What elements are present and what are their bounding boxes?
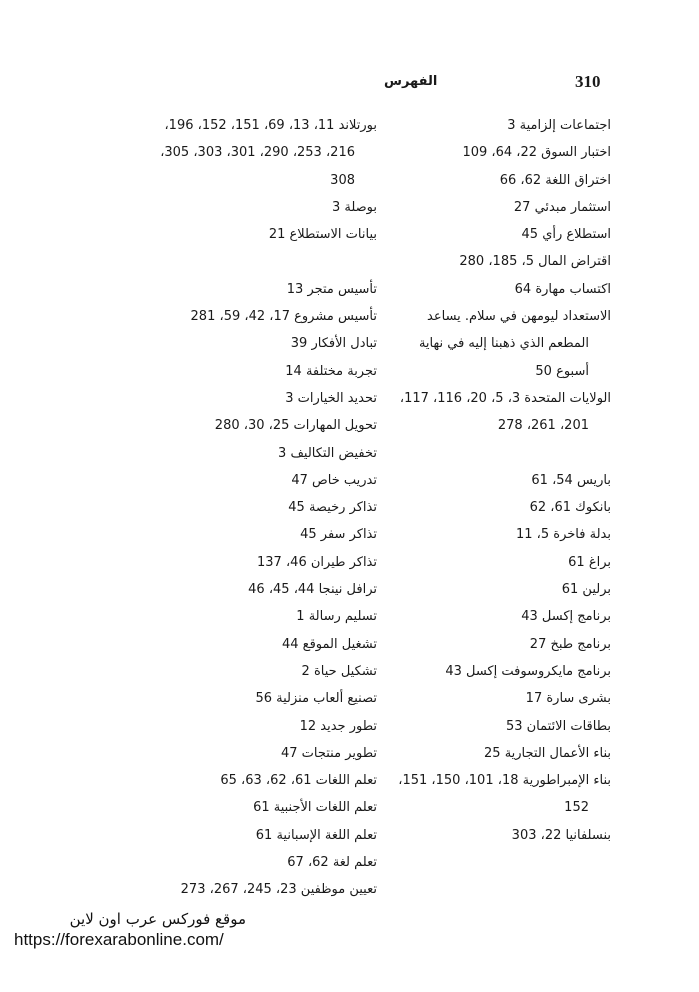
index-entry: براغ 61 xyxy=(568,554,611,570)
index-spacer xyxy=(167,248,377,275)
index-entry: تطور جديد 12 xyxy=(299,718,377,734)
index-entry: تعلم اللغات الأجنبية 61 xyxy=(253,800,377,816)
index-entry: تشكيل حياة 2 xyxy=(301,663,377,679)
index-spacer xyxy=(375,440,611,467)
index-entry: استطلاع رأي 45 xyxy=(521,227,611,243)
running-head: الفهرس xyxy=(384,74,438,89)
index-entry: تذاكر طيران 46، 137 xyxy=(257,554,377,570)
index-entry: تعيين موظفين 23، 245، 267، 273 xyxy=(180,882,377,898)
index-entry: برنامج إكسل 43 xyxy=(521,609,611,625)
index-entry: بناء الإمبراطورية 18، 101، 150، 151، xyxy=(398,773,611,789)
index-entry-continuation: 216، 253، 290، 301، 303، 305، xyxy=(160,145,355,161)
index-entry: استثمار مبدئي 27 xyxy=(513,199,611,215)
index-entry: بنسلفانيا 22، 303 xyxy=(511,827,611,843)
index-entry: اختراق اللغة 62، 66 xyxy=(499,172,611,188)
index-column-right xyxy=(375,112,611,849)
index-entry-continuation: 308 xyxy=(330,172,355,188)
index-column-left xyxy=(160,112,377,904)
index-entry: برنامج طبخ 27 xyxy=(529,636,611,652)
index-entry: بورتلاند 11، 13، 69، 151، 152، 196، xyxy=(164,118,377,133)
index-entry: بيانات الاستطلاع 21 xyxy=(268,227,377,243)
index-entry: برلين 61 xyxy=(561,582,611,598)
index-entry: تسليم رسالة 1 xyxy=(296,609,377,625)
watermark-url[interactable]: https://forexarabonline.com/ xyxy=(14,930,224,949)
index-entry: الاستعداد ليومهن في سلام. يساعد xyxy=(427,309,611,325)
index-entry: برنامج مايكروسوفت إكسل 43 xyxy=(445,663,611,679)
index-entry: تذاكر سفر 45 xyxy=(300,527,377,543)
index-entry: اكتساب مهارة 64 xyxy=(514,281,611,297)
index-entry: بوصلة 3 xyxy=(331,199,377,215)
index-entry: تجربة مختلفة 14 xyxy=(285,363,377,379)
index-entry: بدلة فاخرة 5، 11 xyxy=(516,527,611,543)
index-entry-continuation: أسبوع 50 xyxy=(535,363,589,379)
index-entry: تأسيس مشروع 17، 42، 59، 281 xyxy=(190,309,377,325)
index-entry: تحديد الخيارات 3 xyxy=(285,390,377,406)
index-entry: تصنيع ألعاب منزلية 56 xyxy=(255,691,377,707)
index-entry: تشغيل الموقع 44 xyxy=(281,636,377,652)
index-entry: بشرى سارة 17 xyxy=(525,691,611,707)
index-entry-continuation: 152 xyxy=(564,800,589,816)
index-entry: الولايات المتحدة 3، 5، 20، 116، 117، xyxy=(399,390,611,406)
page-number: 310 xyxy=(575,72,601,91)
index-entry: تحويل المهارات 25، 30، 280 xyxy=(214,418,377,434)
index-entry: تطوير منتجات 47 xyxy=(280,745,377,761)
index-entry-continuation: المطعم الذي ذهبنا إليه في نهاية xyxy=(418,336,589,352)
index-entry: اختبار السوق 22، 64، 109 xyxy=(462,145,611,161)
index-entry-continuation: 201، 261، 278 xyxy=(497,418,589,434)
index-entry: اجتماعات إلزامية 3 xyxy=(507,118,611,133)
index-entry: تخفيض التكاليف 3 xyxy=(278,445,377,461)
index-entry: ترافل نينجا 44، 45، 46 xyxy=(248,582,377,598)
index-entry: تأسيس متجر 13 xyxy=(286,281,377,297)
watermark-site-name: موقع فوركس عرب اون لاين xyxy=(69,910,246,928)
index-entry: تدريب خاص 47 xyxy=(291,472,377,488)
index-entry: باريس 54، 61 xyxy=(531,472,611,488)
index-entry: بانكوك 61، 62 xyxy=(529,500,611,516)
index-entry: بناء الأعمال التجارية 25 xyxy=(484,745,611,761)
index-entry: تذاكر رخيصة 45 xyxy=(288,500,377,516)
watermark-footer xyxy=(14,910,246,950)
index-entry: تعلم اللغات 61، 62، 63، 65 xyxy=(220,773,377,789)
index-entry: تبادل الأفكار 39 xyxy=(290,336,377,352)
index-entry: اقتراض المال 5، 185، 280 xyxy=(459,254,611,270)
index-entry: تعلم لغة 62، 67 xyxy=(287,855,377,871)
index-entry: تعلم اللغة الإسبانية 61 xyxy=(255,827,377,843)
index-entry: بطاقات الائتمان 53 xyxy=(505,718,611,734)
